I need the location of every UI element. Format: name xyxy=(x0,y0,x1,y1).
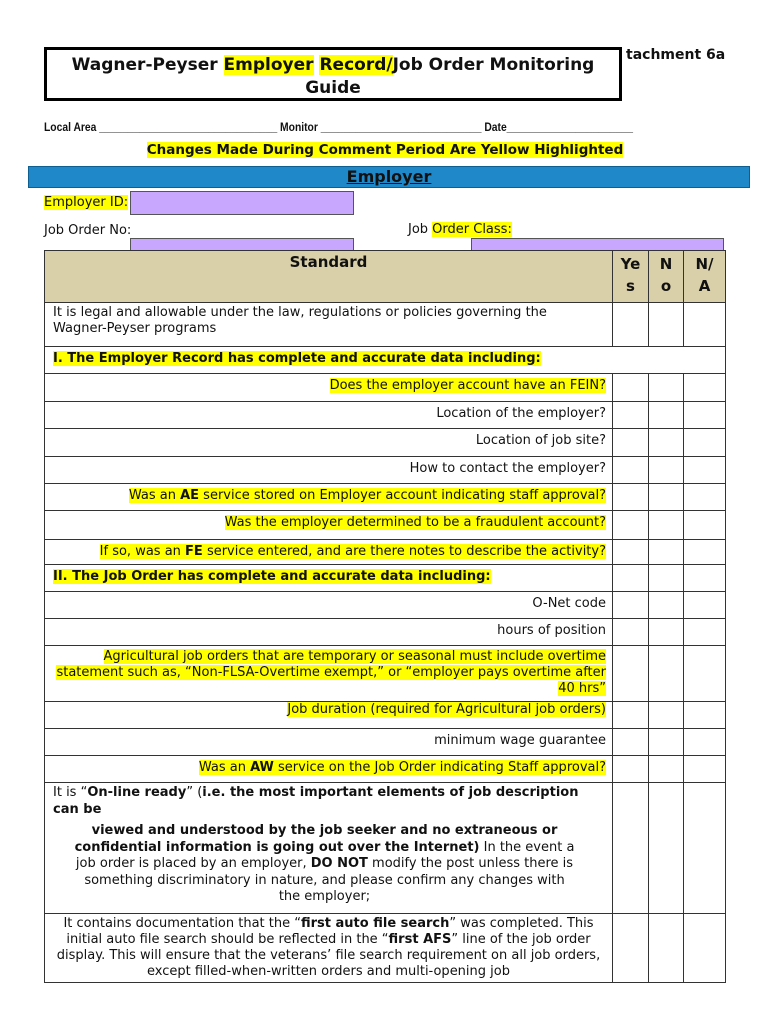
changes-note xyxy=(0,142,770,158)
attachment-label: tachment 6a xyxy=(626,47,726,63)
title-employer: Employer xyxy=(223,55,314,75)
table-row xyxy=(45,729,726,756)
yes-cell[interactable] xyxy=(613,303,649,347)
yes-cell[interactable] xyxy=(613,540,649,565)
online-post-1: In the event a job order is placed by an employer, xyxy=(75,839,575,871)
yes-cell[interactable] xyxy=(613,429,649,457)
table-row xyxy=(45,303,726,347)
yes-cell[interactable] xyxy=(613,374,649,402)
section-1-heading xyxy=(45,347,726,374)
ae-bold: AE xyxy=(180,488,200,503)
no-cell[interactable] xyxy=(649,484,684,511)
na-cell[interactable] xyxy=(684,914,726,983)
na-cell[interactable] xyxy=(684,729,726,756)
yes-cell[interactable] xyxy=(613,646,649,702)
no-cell[interactable] xyxy=(649,729,684,756)
online-pre: It is “ xyxy=(53,785,88,800)
table-row xyxy=(45,783,726,914)
yes-cell[interactable] xyxy=(613,511,649,540)
table-header-row xyxy=(45,251,726,303)
table-row xyxy=(45,429,726,457)
question-fe-service xyxy=(45,540,613,565)
na-cell[interactable] xyxy=(684,756,726,783)
meta-line: Local Area _______________________________ Monitor ____________________________ Date______________________ xyxy=(44,120,633,134)
employer-id-field[interactable] xyxy=(130,191,354,215)
fe-bold: FE xyxy=(185,544,203,559)
header-standard: Standard xyxy=(45,251,613,303)
ae-pre: Was an xyxy=(128,488,181,503)
na-cell[interactable] xyxy=(684,540,726,565)
yes-cell[interactable] xyxy=(613,702,649,729)
question-duration-text: Job duration (required for Agricultural job orders) xyxy=(287,702,606,717)
no-cell[interactable] xyxy=(649,429,684,457)
na-cell[interactable] xyxy=(684,702,726,729)
no-cell[interactable] xyxy=(649,783,684,914)
aw-post: service on the Job Order indicating Staff approval? xyxy=(273,760,606,775)
yes-cell[interactable] xyxy=(613,457,649,484)
question-onet: O-Net code xyxy=(45,592,613,619)
table-row xyxy=(45,374,726,402)
question-agricultural xyxy=(45,646,613,702)
yes-cell[interactable] xyxy=(613,484,649,511)
job-order-no-field[interactable] xyxy=(130,238,354,250)
no-cell[interactable] xyxy=(649,374,684,402)
employer-section-bar xyxy=(28,166,750,188)
online-bold-3: viewed and understood by the job seeker and no extraneous or confidential information is going out over the Internet) xyxy=(74,823,558,855)
question-ae-service xyxy=(45,484,613,511)
online-ready-intro xyxy=(53,785,604,818)
table-row xyxy=(45,402,726,429)
no-cell[interactable] xyxy=(649,914,684,983)
yes-cell[interactable] xyxy=(613,565,649,592)
na-cell[interactable] xyxy=(684,619,726,646)
na-cell[interactable] xyxy=(684,592,726,619)
table-row xyxy=(45,914,726,983)
table-row xyxy=(45,484,726,511)
header-na-line-2: A xyxy=(698,277,711,295)
question-contact: How to contact the employer? xyxy=(45,457,613,484)
section-1-heading-text: I. The Employer Record has complete and accurate data including: xyxy=(53,351,541,366)
question-min-wage: minimum wage guarantee xyxy=(45,729,613,756)
header-na-line-1: N/ xyxy=(695,255,714,273)
aw-pre: Was an xyxy=(198,760,251,775)
na-cell[interactable] xyxy=(684,646,726,702)
document-title xyxy=(44,47,622,101)
question-fein-text: Does the employer account have an FEIN? xyxy=(329,378,606,393)
question-fein xyxy=(45,374,613,402)
na-cell[interactable] xyxy=(684,457,726,484)
section-2-heading-text: II. The Job Order has complete and accurate data including: xyxy=(53,569,491,584)
question-agricultural-text: Agricultural job orders that are temporary or seasonal must include overtime statement such as, “Non-FLSA-Overtime exempt,” or “employer pays overtime after 40 hrs” xyxy=(56,649,606,696)
afs-pre: It contains documentation that the “ xyxy=(63,916,301,931)
job-order-class-prefix: Job xyxy=(408,222,433,237)
online-bold-2: i.e. the most important elements of job description can be xyxy=(53,785,579,817)
na-cell[interactable] xyxy=(684,374,726,402)
section-row xyxy=(45,565,726,592)
no-cell[interactable] xyxy=(649,457,684,484)
no-cell[interactable] xyxy=(649,540,684,565)
job-order-class-text: Order Class: xyxy=(432,222,512,237)
no-cell[interactable] xyxy=(649,303,684,347)
title-part-1: Wagner-Peyser xyxy=(71,55,224,75)
na-cell[interactable] xyxy=(684,303,726,347)
employer-id-label xyxy=(44,195,128,210)
question-hours: hours of position xyxy=(45,619,613,646)
no-cell[interactable] xyxy=(649,511,684,540)
job-order-class-field[interactable] xyxy=(471,238,724,250)
online-bold-1: On-line ready xyxy=(87,785,187,800)
na-cell[interactable] xyxy=(684,783,726,914)
header-yes xyxy=(613,251,649,303)
table-row xyxy=(45,592,726,619)
question-fraud-text: Was the employer determined to be a fraudulent account? xyxy=(224,515,606,530)
yes-cell[interactable] xyxy=(613,783,649,914)
afs-bold-1: first auto file search xyxy=(301,916,450,931)
monitoring-table xyxy=(44,250,726,983)
yes-cell[interactable] xyxy=(613,756,649,783)
no-cell[interactable] xyxy=(649,565,684,592)
title-line-2: Guide xyxy=(305,78,361,98)
employer-section-label: Employer xyxy=(346,167,432,186)
question-aw-service xyxy=(45,756,613,783)
no-cell[interactable] xyxy=(649,646,684,702)
section-row xyxy=(45,347,726,374)
online-mid: ” ( xyxy=(186,785,203,800)
yes-cell[interactable] xyxy=(613,729,649,756)
no-cell[interactable] xyxy=(649,756,684,783)
yes-cell[interactable] xyxy=(613,592,649,619)
question-ae-text xyxy=(129,488,606,503)
afs-mid: ” was completed. This initial auto file search should be reflected in the “ xyxy=(66,916,594,947)
section-2-heading xyxy=(45,565,613,592)
job-order-no-label: Job Order No: xyxy=(44,223,132,238)
online-post-2: modify the post unless there is something discriminatory in nature, and please confirm any changes with the employer; xyxy=(84,856,574,904)
aw-bold: AW xyxy=(250,760,274,775)
header-no-line-1: N xyxy=(659,255,673,273)
afs-post: ” line of the job order display. This will ensure that the veterans’ file search requirement on all job orders, except filled-when-written orders and multi-opening job xyxy=(56,932,601,979)
job-order-class-label xyxy=(408,222,512,237)
yes-cell[interactable] xyxy=(613,402,649,429)
title-record: Record/ xyxy=(319,55,393,75)
na-cell[interactable] xyxy=(684,402,726,429)
question-duration xyxy=(45,702,613,729)
table-row xyxy=(45,457,726,484)
question-fe-text xyxy=(100,544,606,559)
header-no xyxy=(649,251,684,303)
header-no-line-2: o xyxy=(660,277,672,295)
na-cell[interactable] xyxy=(684,484,726,511)
header-yes-line-1: Ye xyxy=(620,255,641,273)
question-aw-text xyxy=(199,760,606,775)
online-bold-4: DO NOT xyxy=(310,856,368,871)
question-auto-file-search xyxy=(45,914,613,983)
table-row xyxy=(45,511,726,540)
employer-id-label-text: Employer ID: xyxy=(44,195,129,210)
no-cell[interactable] xyxy=(649,592,684,619)
question-fraud xyxy=(45,511,613,540)
no-cell[interactable] xyxy=(649,619,684,646)
question-location-employer: Location of the employer? xyxy=(45,402,613,429)
changes-note-text: Changes Made During Comment Period Are Yellow Highlighted xyxy=(146,142,624,158)
intro-standard: It is legal and allowable under the law, regulations or policies governing the Wagner-Peyser programs xyxy=(45,303,613,347)
yes-cell[interactable] xyxy=(613,914,649,983)
no-cell[interactable] xyxy=(649,702,684,729)
table-row xyxy=(45,702,726,729)
table-row xyxy=(45,646,726,702)
fe-post: service entered, and are there notes to describe the activity? xyxy=(202,544,606,559)
header-yes-line-2: s xyxy=(626,277,635,295)
question-location-job: Location of job site? xyxy=(45,429,613,457)
no-cell[interactable] xyxy=(649,402,684,429)
fe-pre: If so, was an xyxy=(99,544,186,559)
ae-post: service stored on Employer account indicating staff approval? xyxy=(199,488,606,503)
na-cell[interactable] xyxy=(684,565,726,592)
title-rest: Job Order Monitoring xyxy=(392,55,595,75)
yes-cell[interactable] xyxy=(613,619,649,646)
na-cell[interactable] xyxy=(684,429,726,457)
question-online-ready xyxy=(45,783,613,914)
afs-bold-2: first AFS xyxy=(388,932,452,947)
online-ready-body xyxy=(53,823,604,906)
table-row xyxy=(45,540,726,565)
table-row xyxy=(45,619,726,646)
table-row xyxy=(45,756,726,783)
na-cell[interactable] xyxy=(684,511,726,540)
header-na xyxy=(684,251,726,303)
